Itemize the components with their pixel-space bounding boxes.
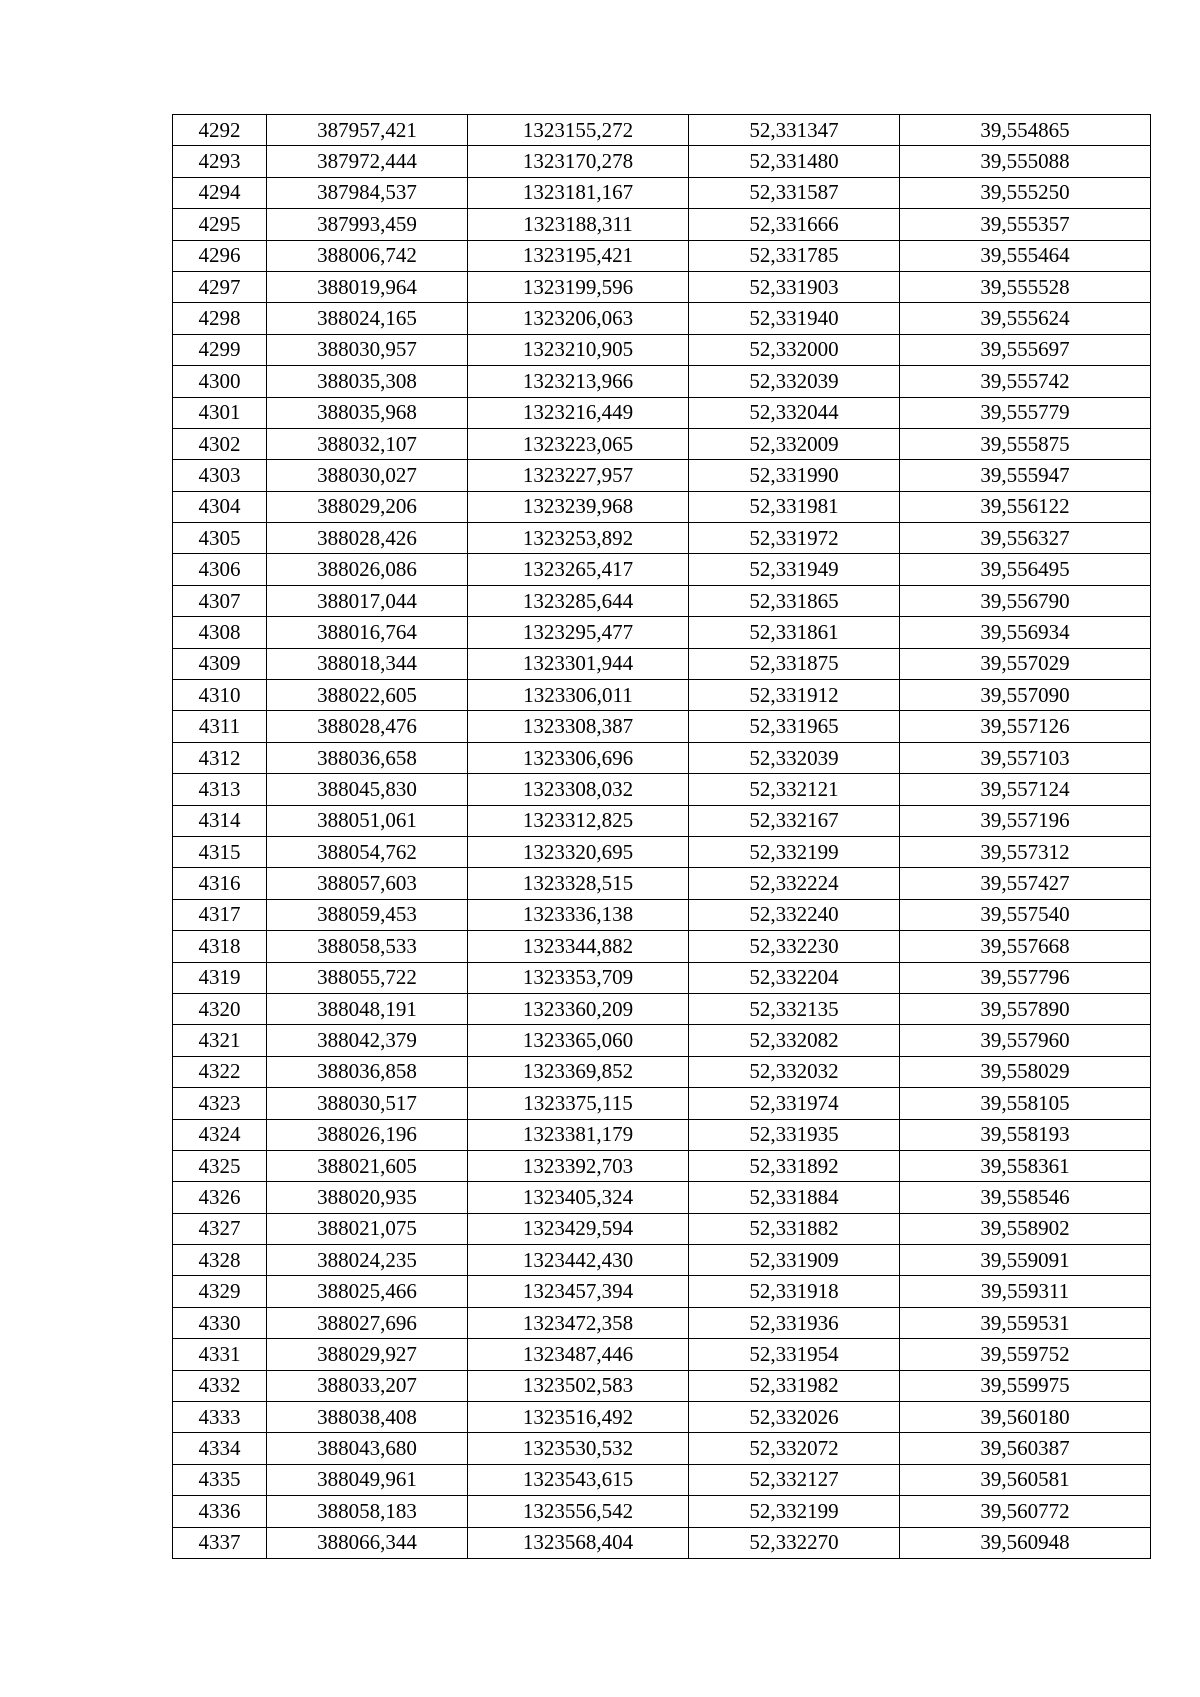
point-number-cell: 4327	[173, 1213, 267, 1244]
y-coordinate-cell: 1323543,615	[468, 1464, 689, 1495]
longitude-cell: 39,558193	[900, 1119, 1151, 1150]
table-row	[173, 554, 1151, 585]
y-coordinate-cell: 1323181,167	[468, 177, 689, 208]
table-body	[173, 115, 1151, 1559]
table-row	[173, 1464, 1151, 1495]
table-row	[173, 1182, 1151, 1213]
latitude-cell: 52,332167	[689, 805, 900, 836]
y-coordinate-cell: 1323188,311	[468, 209, 689, 240]
x-coordinate-cell: 388021,605	[267, 1150, 468, 1181]
point-number-cell: 4326	[173, 1182, 267, 1213]
y-coordinate-cell: 1323336,138	[468, 899, 689, 930]
table-row	[173, 1527, 1151, 1558]
latitude-cell: 52,332039	[689, 366, 900, 397]
longitude-cell: 39,557196	[900, 805, 1151, 836]
point-number-cell: 4301	[173, 397, 267, 428]
y-coordinate-cell: 1323253,892	[468, 523, 689, 554]
point-number-cell: 4308	[173, 617, 267, 648]
latitude-cell: 52,331587	[689, 177, 900, 208]
point-number-cell: 4309	[173, 648, 267, 679]
latitude-cell: 52,332026	[689, 1402, 900, 1433]
table-row	[173, 648, 1151, 679]
table-row	[173, 742, 1151, 773]
table-row	[173, 1119, 1151, 1150]
y-coordinate-cell: 1323320,695	[468, 836, 689, 867]
latitude-cell: 52,331882	[689, 1213, 900, 1244]
longitude-cell: 39,558546	[900, 1182, 1151, 1213]
latitude-cell: 52,332224	[689, 868, 900, 899]
x-coordinate-cell: 388026,086	[267, 554, 468, 585]
x-coordinate-cell: 388017,044	[267, 585, 468, 616]
x-coordinate-cell: 388035,968	[267, 397, 468, 428]
longitude-cell: 39,556495	[900, 554, 1151, 585]
y-coordinate-cell: 1323195,421	[468, 240, 689, 271]
longitude-cell: 39,555697	[900, 334, 1151, 365]
x-coordinate-cell: 388030,517	[267, 1088, 468, 1119]
table-row	[173, 1496, 1151, 1527]
y-coordinate-cell: 1323306,696	[468, 742, 689, 773]
latitude-cell: 52,331912	[689, 680, 900, 711]
longitude-cell: 39,558029	[900, 1056, 1151, 1087]
point-number-cell: 4294	[173, 177, 267, 208]
longitude-cell: 39,555088	[900, 146, 1151, 177]
table-row	[173, 617, 1151, 648]
point-number-cell: 4332	[173, 1370, 267, 1401]
point-number-cell: 4331	[173, 1339, 267, 1370]
point-number-cell: 4324	[173, 1119, 267, 1150]
point-number-cell: 4307	[173, 585, 267, 616]
x-coordinate-cell: 388028,476	[267, 711, 468, 742]
point-number-cell: 4297	[173, 271, 267, 302]
point-number-cell: 4321	[173, 1025, 267, 1056]
longitude-cell: 39,557312	[900, 836, 1151, 867]
y-coordinate-cell: 1323392,703	[468, 1150, 689, 1181]
table-row	[173, 115, 1151, 146]
y-coordinate-cell: 1323405,324	[468, 1182, 689, 1213]
x-coordinate-cell: 388057,603	[267, 868, 468, 899]
point-number-cell: 4328	[173, 1245, 267, 1276]
point-number-cell: 4334	[173, 1433, 267, 1464]
x-coordinate-cell: 388033,207	[267, 1370, 468, 1401]
table-row	[173, 1370, 1151, 1401]
longitude-cell: 39,557890	[900, 993, 1151, 1024]
latitude-cell: 52,331785	[689, 240, 900, 271]
y-coordinate-cell: 1323381,179	[468, 1119, 689, 1150]
x-coordinate-cell: 388055,722	[267, 962, 468, 993]
point-number-cell: 4325	[173, 1150, 267, 1181]
point-number-cell: 4295	[173, 209, 267, 240]
y-coordinate-cell: 1323472,358	[468, 1307, 689, 1338]
longitude-cell: 39,558902	[900, 1213, 1151, 1244]
x-coordinate-cell: 388058,533	[267, 931, 468, 962]
longitude-cell: 39,557126	[900, 711, 1151, 742]
y-coordinate-cell: 1323295,477	[468, 617, 689, 648]
latitude-cell: 52,331935	[689, 1119, 900, 1150]
y-coordinate-cell: 1323442,430	[468, 1245, 689, 1276]
y-coordinate-cell: 1323206,063	[468, 303, 689, 334]
y-coordinate-cell: 1323429,594	[468, 1213, 689, 1244]
table-row	[173, 962, 1151, 993]
point-number-cell: 4296	[173, 240, 267, 271]
y-coordinate-cell: 1323487,446	[468, 1339, 689, 1370]
longitude-cell: 39,555742	[900, 366, 1151, 397]
y-coordinate-cell: 1323223,065	[468, 428, 689, 459]
y-coordinate-cell: 1323308,387	[468, 711, 689, 742]
point-number-cell: 4303	[173, 460, 267, 491]
longitude-cell: 39,557540	[900, 899, 1151, 930]
point-number-cell: 4306	[173, 554, 267, 585]
point-number-cell: 4320	[173, 993, 267, 1024]
longitude-cell: 39,559752	[900, 1339, 1151, 1370]
point-number-cell: 4336	[173, 1496, 267, 1527]
x-coordinate-cell: 388024,235	[267, 1245, 468, 1276]
latitude-cell: 52,331865	[689, 585, 900, 616]
x-coordinate-cell: 388058,183	[267, 1496, 468, 1527]
longitude-cell: 39,555779	[900, 397, 1151, 428]
y-coordinate-cell: 1323239,968	[468, 491, 689, 522]
table-row	[173, 271, 1151, 302]
table-row	[173, 428, 1151, 459]
latitude-cell: 52,331884	[689, 1182, 900, 1213]
x-coordinate-cell: 388059,453	[267, 899, 468, 930]
y-coordinate-cell: 1323568,404	[468, 1527, 689, 1558]
latitude-cell: 52,332121	[689, 774, 900, 805]
longitude-cell: 39,555528	[900, 271, 1151, 302]
longitude-cell: 39,554865	[900, 115, 1151, 146]
latitude-cell: 52,332240	[689, 899, 900, 930]
y-coordinate-cell: 1323216,449	[468, 397, 689, 428]
table-row	[173, 209, 1151, 240]
x-coordinate-cell: 388036,658	[267, 742, 468, 773]
x-coordinate-cell: 388020,935	[267, 1182, 468, 1213]
longitude-cell: 39,557668	[900, 931, 1151, 962]
x-coordinate-cell: 388030,027	[267, 460, 468, 491]
latitude-cell: 52,331918	[689, 1276, 900, 1307]
latitude-cell: 52,331666	[689, 209, 900, 240]
latitude-cell: 52,332000	[689, 334, 900, 365]
latitude-cell: 52,331972	[689, 523, 900, 554]
point-number-cell: 4300	[173, 366, 267, 397]
point-number-cell: 4335	[173, 1464, 267, 1495]
latitude-cell: 52,332230	[689, 931, 900, 962]
longitude-cell: 39,560948	[900, 1527, 1151, 1558]
latitude-cell: 52,332204	[689, 962, 900, 993]
x-coordinate-cell: 387972,444	[267, 146, 468, 177]
point-number-cell: 4311	[173, 711, 267, 742]
y-coordinate-cell: 1323227,957	[468, 460, 689, 491]
x-coordinate-cell: 388038,408	[267, 1402, 468, 1433]
latitude-cell: 52,331903	[689, 271, 900, 302]
latitude-cell: 52,331954	[689, 1339, 900, 1370]
table-row	[173, 523, 1151, 554]
x-coordinate-cell: 387984,537	[267, 177, 468, 208]
table-row	[173, 711, 1151, 742]
latitude-cell: 52,332199	[689, 1496, 900, 1527]
coordinates-table	[172, 114, 1151, 1559]
latitude-cell: 52,332127	[689, 1464, 900, 1495]
x-coordinate-cell: 388029,927	[267, 1339, 468, 1370]
x-coordinate-cell: 388048,191	[267, 993, 468, 1024]
point-number-cell: 4333	[173, 1402, 267, 1433]
point-number-cell: 4293	[173, 146, 267, 177]
x-coordinate-cell: 388025,466	[267, 1276, 468, 1307]
x-coordinate-cell: 388029,206	[267, 491, 468, 522]
y-coordinate-cell: 1323155,272	[468, 115, 689, 146]
y-coordinate-cell: 1323301,944	[468, 648, 689, 679]
longitude-cell: 39,555875	[900, 428, 1151, 459]
x-coordinate-cell: 388027,696	[267, 1307, 468, 1338]
point-number-cell: 4304	[173, 491, 267, 522]
table-row	[173, 1213, 1151, 1244]
table-row	[173, 1088, 1151, 1119]
y-coordinate-cell: 1323344,882	[468, 931, 689, 962]
y-coordinate-cell: 1323265,417	[468, 554, 689, 585]
point-number-cell: 4317	[173, 899, 267, 930]
y-coordinate-cell: 1323360,209	[468, 993, 689, 1024]
y-coordinate-cell: 1323516,492	[468, 1402, 689, 1433]
y-coordinate-cell: 1323353,709	[468, 962, 689, 993]
x-coordinate-cell: 388049,961	[267, 1464, 468, 1495]
x-coordinate-cell: 388018,344	[267, 648, 468, 679]
longitude-cell: 39,557090	[900, 680, 1151, 711]
table-row	[173, 1276, 1151, 1307]
point-number-cell: 4319	[173, 962, 267, 993]
table-row	[173, 366, 1151, 397]
point-number-cell: 4330	[173, 1307, 267, 1338]
longitude-cell: 39,555250	[900, 177, 1151, 208]
point-number-cell: 4302	[173, 428, 267, 459]
point-number-cell: 4337	[173, 1527, 267, 1558]
table-row	[173, 397, 1151, 428]
x-coordinate-cell: 388042,379	[267, 1025, 468, 1056]
longitude-cell: 39,560387	[900, 1433, 1151, 1464]
y-coordinate-cell: 1323199,596	[468, 271, 689, 302]
point-number-cell: 4298	[173, 303, 267, 334]
point-number-cell: 4322	[173, 1056, 267, 1087]
table-row	[173, 680, 1151, 711]
table-row	[173, 460, 1151, 491]
latitude-cell: 52,331909	[689, 1245, 900, 1276]
longitude-cell: 39,555947	[900, 460, 1151, 491]
table-row	[173, 177, 1151, 208]
latitude-cell: 52,332270	[689, 1527, 900, 1558]
longitude-cell: 39,560581	[900, 1464, 1151, 1495]
latitude-cell: 52,331347	[689, 115, 900, 146]
latitude-cell: 52,332072	[689, 1433, 900, 1464]
latitude-cell: 52,331949	[689, 554, 900, 585]
latitude-cell: 52,331974	[689, 1088, 900, 1119]
longitude-cell: 39,556122	[900, 491, 1151, 522]
longitude-cell: 39,560180	[900, 1402, 1151, 1433]
table-row	[173, 805, 1151, 836]
latitude-cell: 52,332082	[689, 1025, 900, 1056]
table-row	[173, 1025, 1151, 1056]
table-row	[173, 868, 1151, 899]
x-coordinate-cell: 388035,308	[267, 366, 468, 397]
longitude-cell: 39,557796	[900, 962, 1151, 993]
table-row	[173, 993, 1151, 1024]
y-coordinate-cell: 1323210,905	[468, 334, 689, 365]
latitude-cell: 52,331936	[689, 1307, 900, 1338]
x-coordinate-cell: 387993,459	[267, 209, 468, 240]
latitude-cell: 52,332039	[689, 742, 900, 773]
point-number-cell: 4329	[173, 1276, 267, 1307]
y-coordinate-cell: 1323170,278	[468, 146, 689, 177]
latitude-cell: 52,331965	[689, 711, 900, 742]
longitude-cell: 39,555464	[900, 240, 1151, 271]
table-row	[173, 240, 1151, 271]
latitude-cell: 52,332009	[689, 428, 900, 459]
x-coordinate-cell: 388024,165	[267, 303, 468, 334]
point-number-cell: 4313	[173, 774, 267, 805]
y-coordinate-cell: 1323306,011	[468, 680, 689, 711]
x-coordinate-cell: 388036,858	[267, 1056, 468, 1087]
y-coordinate-cell: 1323375,115	[468, 1088, 689, 1119]
y-coordinate-cell: 1323502,583	[468, 1370, 689, 1401]
table-row	[173, 303, 1151, 334]
x-coordinate-cell: 388006,742	[267, 240, 468, 271]
x-coordinate-cell: 388032,107	[267, 428, 468, 459]
table-row	[173, 585, 1151, 616]
table-row	[173, 146, 1151, 177]
latitude-cell: 52,331480	[689, 146, 900, 177]
x-coordinate-cell: 388045,830	[267, 774, 468, 805]
x-coordinate-cell: 388021,075	[267, 1213, 468, 1244]
latitude-cell: 52,331981	[689, 491, 900, 522]
x-coordinate-cell: 388054,762	[267, 836, 468, 867]
table-row	[173, 931, 1151, 962]
table-row	[173, 1150, 1151, 1181]
latitude-cell: 52,332032	[689, 1056, 900, 1087]
y-coordinate-cell: 1323213,966	[468, 366, 689, 397]
longitude-cell: 39,559311	[900, 1276, 1151, 1307]
x-coordinate-cell: 388022,605	[267, 680, 468, 711]
table-row	[173, 1056, 1151, 1087]
longitude-cell: 39,559091	[900, 1245, 1151, 1276]
latitude-cell: 52,332135	[689, 993, 900, 1024]
x-coordinate-cell: 388043,680	[267, 1433, 468, 1464]
y-coordinate-cell: 1323530,532	[468, 1433, 689, 1464]
y-coordinate-cell: 1323556,542	[468, 1496, 689, 1527]
point-number-cell: 4316	[173, 868, 267, 899]
point-number-cell: 4323	[173, 1088, 267, 1119]
longitude-cell: 39,559975	[900, 1370, 1151, 1401]
x-coordinate-cell: 388028,426	[267, 523, 468, 554]
latitude-cell: 52,331892	[689, 1150, 900, 1181]
table-row	[173, 1307, 1151, 1338]
longitude-cell: 39,557960	[900, 1025, 1151, 1056]
point-number-cell: 4314	[173, 805, 267, 836]
y-coordinate-cell: 1323369,852	[468, 1056, 689, 1087]
table-row	[173, 334, 1151, 365]
y-coordinate-cell: 1323285,644	[468, 585, 689, 616]
latitude-cell: 52,331875	[689, 648, 900, 679]
table-row	[173, 836, 1151, 867]
longitude-cell: 39,555357	[900, 209, 1151, 240]
longitude-cell: 39,557124	[900, 774, 1151, 805]
point-number-cell: 4312	[173, 742, 267, 773]
x-coordinate-cell: 387957,421	[267, 115, 468, 146]
x-coordinate-cell: 388066,344	[267, 1527, 468, 1558]
table-row	[173, 774, 1151, 805]
x-coordinate-cell: 388051,061	[267, 805, 468, 836]
table-row	[173, 491, 1151, 522]
latitude-cell: 52,332199	[689, 836, 900, 867]
latitude-cell: 52,331990	[689, 460, 900, 491]
longitude-cell: 39,558105	[900, 1088, 1151, 1119]
longitude-cell: 39,557427	[900, 868, 1151, 899]
y-coordinate-cell: 1323457,394	[468, 1276, 689, 1307]
point-number-cell: 4315	[173, 836, 267, 867]
longitude-cell: 39,556790	[900, 585, 1151, 616]
x-coordinate-cell: 388030,957	[267, 334, 468, 365]
latitude-cell: 52,332044	[689, 397, 900, 428]
longitude-cell: 39,560772	[900, 1496, 1151, 1527]
latitude-cell: 52,331861	[689, 617, 900, 648]
longitude-cell: 39,557103	[900, 742, 1151, 773]
x-coordinate-cell: 388016,764	[267, 617, 468, 648]
latitude-cell: 52,331940	[689, 303, 900, 334]
longitude-cell: 39,557029	[900, 648, 1151, 679]
point-number-cell: 4292	[173, 115, 267, 146]
latitude-cell: 52,331982	[689, 1370, 900, 1401]
point-number-cell: 4318	[173, 931, 267, 962]
point-number-cell: 4310	[173, 680, 267, 711]
y-coordinate-cell: 1323365,060	[468, 1025, 689, 1056]
x-coordinate-cell: 388026,196	[267, 1119, 468, 1150]
longitude-cell: 39,556934	[900, 617, 1151, 648]
longitude-cell: 39,558361	[900, 1150, 1151, 1181]
table-row	[173, 1339, 1151, 1370]
longitude-cell: 39,556327	[900, 523, 1151, 554]
x-coordinate-cell: 388019,964	[267, 271, 468, 302]
y-coordinate-cell: 1323308,032	[468, 774, 689, 805]
table-row	[173, 1245, 1151, 1276]
table-row	[173, 1433, 1151, 1464]
point-number-cell: 4305	[173, 523, 267, 554]
point-number-cell: 4299	[173, 334, 267, 365]
longitude-cell: 39,555624	[900, 303, 1151, 334]
longitude-cell: 39,559531	[900, 1307, 1151, 1338]
y-coordinate-cell: 1323312,825	[468, 805, 689, 836]
table-row	[173, 1402, 1151, 1433]
y-coordinate-cell: 1323328,515	[468, 868, 689, 899]
table-row	[173, 899, 1151, 930]
